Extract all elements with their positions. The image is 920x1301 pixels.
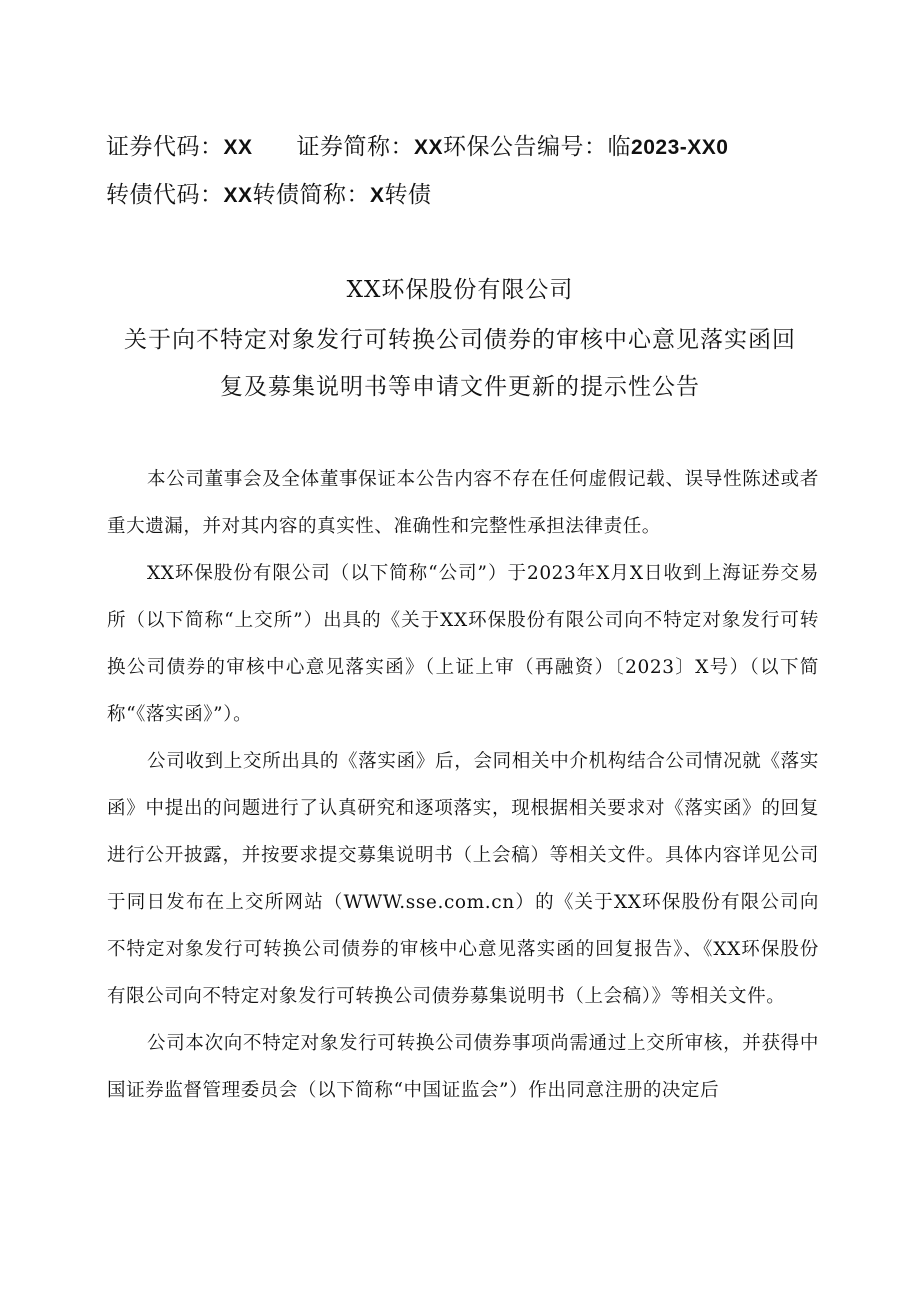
bond-code-label: 转债代码： [106,182,224,208]
header-securities-line [106,128,728,161]
company-title: XX环保股份有限公司 [346,277,574,303]
body-text [107,456,819,1114]
bond-code-value: XX [223,184,253,207]
securities-code-label: 证券代码： [106,134,224,160]
securities-abbr-value: XX [414,136,444,159]
announcement-title-line-1: 关于向不特定对象发行可转换公司债券的审核中心意见落实函回 [124,327,796,353]
paragraph-review-pending: 公司本次向不特定对象发行可转换公司债券事项尚需通过上交所审核，并获得中国证券监督管理委员会（以下简称“中国证监会”）作出同意注册的决定后 [107,1033,819,1101]
securities-abbr-label: 证券简称： [296,134,415,160]
bond-abbr-value: X [370,184,385,207]
securities-code-value: XX [223,136,253,159]
paragraph-reply-disclosure: 公司收到上交所出具的《落实函》后，会同相关中介机构结合公司情况就《落实函》中提出的问题进行了认真研究和逐项落实，现根据相关要求对《落实函》的回复进行公开披露，并按要求提交募集说明书（上会稿）等相关文件。具体内容详见公司于同日发布在上交所网站（WWW.sse.com.cn）的《关于XX环保股份有限公司向不特定对象发行可转换公司债券的审核中心意见落实函的回复报告》、《XX环保股份有限公司向不特定对象发行可转换公司债券募集说明书（上会稿）》等相关文件。 [107,751,819,1007]
announcement-no-label: 环保公告编号：临 [443,134,632,160]
header-bond-line [106,176,432,209]
bond-abbr-label: 转债简称： [252,182,371,208]
announcement-no-value: 2023-XX0 [631,136,729,159]
bond-abbr-suffix: 转债 [384,182,432,208]
paragraph-letter-received: XX环保股份有限公司（以下简称“公司”）于2023年X月X日收到上海证券交易所（以下简称“上交所”）出具的《关于XX环保股份有限公司向不特定对象发行可转换公司债券的审核中心意见落实函》（上证上审（再融资）〔2023〕X号）（以下简称“《落实函》”）。 [107,563,819,725]
paragraph-board-statement: 本公司董事会及全体董事保证本公告内容不存在任何虚假记载、误导性陈述或者重大遗漏，并对其内容的真实性、准确性和完整性承担法律责任。 [107,469,819,537]
announcement-title-line-2: 复及募集说明书等申请文件更新的提示性公告 [220,374,700,400]
